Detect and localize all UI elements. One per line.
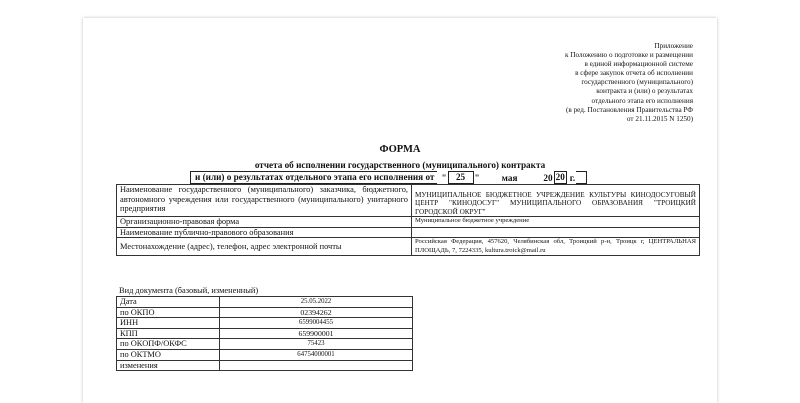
title-prefix: и (или) о результатах отдельного этапа его исполнения от — [190, 171, 437, 184]
public-entity-value — [412, 227, 700, 238]
appendix-line: от 21.11.2015 N 1250) — [626, 114, 693, 123]
kpp-label: КПП — [117, 328, 220, 339]
oktmo-value: 64754000001 — [220, 349, 413, 360]
title-line-2 — [189, 171, 588, 184]
okopf-okfs-label: по ОКОПФ/ОКФС — [117, 339, 220, 350]
report-day: 25 — [448, 171, 474, 184]
date-value: 25.05.2022 — [220, 297, 413, 308]
appendix-line: Приложение — [654, 42, 693, 50]
appendix-line: контракта и (или) о результатах — [596, 87, 693, 96]
legal-form-value: Муниципальное бюджетное учреждение — [412, 217, 700, 228]
table-row — [117, 217, 700, 228]
appendix-line: в единой информационной системе — [584, 60, 693, 69]
codes-table — [116, 296, 413, 371]
address-label: Местонахождение (адрес), телефон, адрес электронной почты — [117, 238, 412, 255]
quote-close: " — [474, 172, 480, 183]
table-row — [117, 349, 413, 360]
document-page — [83, 18, 717, 403]
changes-label: изменения — [117, 360, 220, 371]
appendix-line: отдельного этапа его исполнения — [591, 96, 693, 105]
customer-table — [116, 184, 700, 256]
year-suffix: г. — [569, 172, 576, 183]
table-row — [117, 185, 700, 217]
table-row — [117, 227, 700, 238]
table-row — [117, 318, 413, 329]
table-row — [117, 297, 413, 308]
changes-value — [220, 360, 413, 371]
public-entity-label: Наименование публично-правового образования — [117, 227, 412, 238]
table-row — [117, 238, 700, 255]
inn-label: ИНН — [117, 318, 220, 329]
title-line-1: отчета об исполнении государственного (муниципального) контракта — [254, 160, 546, 170]
quote-open: " — [441, 172, 447, 183]
table-row — [117, 360, 413, 371]
date-label: Дата — [117, 297, 220, 308]
table-row — [117, 339, 413, 350]
year-prefix: 20 — [543, 172, 553, 183]
appendix-line: (в ред. Постановления Правительства РФ — [566, 105, 693, 114]
oktmo-label: по ОКТМО — [117, 349, 220, 360]
legal-form-label: Организационно-правовая форма — [117, 217, 412, 228]
appendix-note — [565, 42, 693, 124]
okpo-label: по ОКПО — [117, 307, 220, 318]
okpo-value: 02394262 — [220, 307, 413, 318]
okopf-okfs-value: 75423 — [220, 339, 413, 350]
inn-value: 6599004455 — [220, 318, 413, 329]
report-year: 20 — [555, 172, 565, 182]
table-row — [117, 328, 413, 339]
address-value: Российская Федерация, 457620, Челябинская обл, Троицкий р-н, Троицк г, ЦЕНТРАЛЬНАЯ ПЛОЩАДЬ, 7, 7224335, kultura.troick@mail.ru — [412, 238, 700, 255]
form-heading: ФОРМА — [379, 144, 421, 155]
table-row — [117, 307, 413, 318]
appendix-line: в сфере закупок отчета об исполнении — [575, 69, 693, 78]
customer-name-value: МУНИЦИПАЛЬНОЕ БЮДЖЕТНОЕ УЧРЕЖДЕНИЕ КУЛЬТУРЫ КИНОДОСУГОВЫЙ ЦЕНТР "КИНОДОСУГ" МУНИЦИПАЛЬНОГО ОБРАЗОВАНИЯ "ТРОИЦКИЙ ГОРОДСКОЙ ОКРУГ" — [412, 185, 700, 217]
customer-name-label: Наименование государственного (муниципального) заказчика, бюджетного, автономного учреждения или государственного (муниципального) унитарного предприятия — [117, 185, 412, 217]
appendix-line: к Положению о подготовке и размещении — [565, 51, 693, 60]
kpp-value: 659900001 — [220, 328, 413, 339]
document-kind-label: Вид документа (базовый, измененный) — [119, 286, 259, 295]
appendix-line: государственного (муниципального) — [581, 78, 693, 87]
report-month: мая — [501, 172, 518, 183]
